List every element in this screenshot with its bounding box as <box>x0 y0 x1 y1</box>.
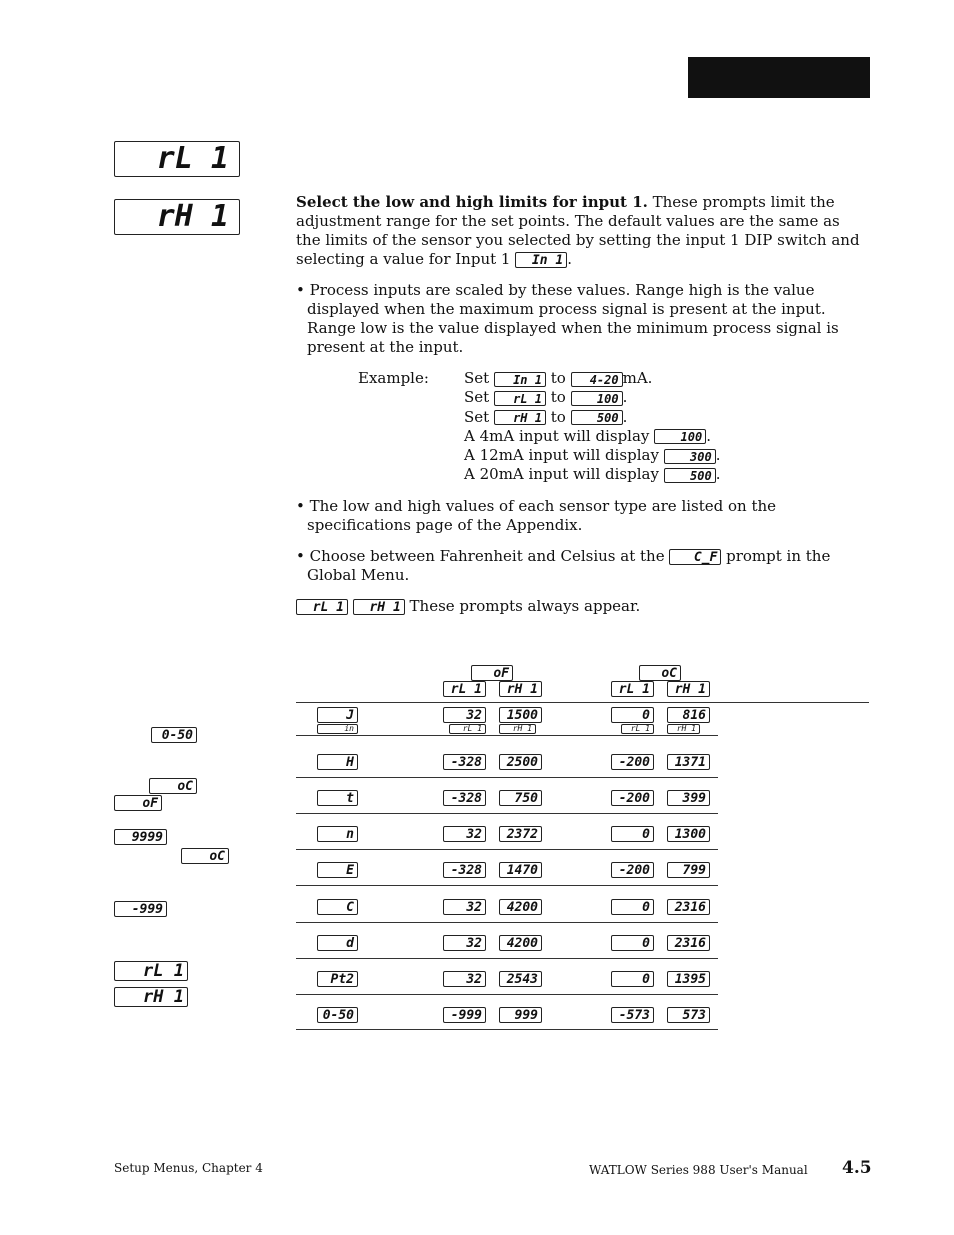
value-display: 500 <box>664 468 716 483</box>
sub-rh: rH 1 <box>667 724 700 734</box>
value-display: 100 <box>571 391 623 406</box>
table-cell-f-lo: 32 <box>443 707 486 723</box>
bullet3-text: • Choose between Fahrenheit and Celsius at the <box>296 547 670 565</box>
to-word: to <box>550 407 566 426</box>
col-rl1-c: rL 1 <box>611 681 654 697</box>
table-cell-f-hi: 999 <box>499 1007 542 1023</box>
table-cell-f-lo: -999 <box>443 1007 486 1023</box>
note-display: rL 1 <box>114 961 188 981</box>
table-cell-sensor: C <box>317 899 358 915</box>
example-label: Example: <box>358 369 429 387</box>
note-display: 9999 <box>114 829 167 845</box>
footer-left: Setup Menus, Chapter 4 <box>114 1161 263 1175</box>
table-cell-c-hi: 573 <box>667 1007 710 1023</box>
sub-rh: rH 1 <box>499 724 536 734</box>
note-display: oF <box>114 795 162 811</box>
table-cell-f-lo: 32 <box>443 826 486 842</box>
prompt-rl1-display: rL 1 <box>114 141 240 177</box>
sub-rl: rL 1 <box>621 724 654 734</box>
table-cell-f-hi: 750 <box>499 790 542 806</box>
table-cell-c-hi: 799 <box>667 862 710 878</box>
table-cell-sensor: d <box>317 935 358 951</box>
table-cell-c-hi: 2316 <box>667 899 710 915</box>
table-row-rule <box>296 922 718 923</box>
note-display: oC <box>149 778 197 794</box>
table-row-rule <box>296 735 718 736</box>
intro-body: These prompts limit the adjustment range for the set points. The default values are the same as the limits of the sensor you selected by setting the input 1 DIP switch and selecting a value for Input 1 <box>296 193 860 268</box>
col-rh1-c: rH 1 <box>667 681 710 697</box>
to-word: to <box>550 388 566 407</box>
table-cell-f-lo: -328 <box>443 790 486 806</box>
bullet3-text-end: prompt in the Global Menu. <box>307 547 831 584</box>
fahrenheit-header: oF <box>471 665 513 681</box>
note-display: 0-50 <box>151 727 197 743</box>
table-cell-f-hi: 1500 <box>499 707 542 723</box>
table-cell-sensor: n <box>317 826 358 842</box>
cf-display: C_F <box>669 549 721 565</box>
table-cell-f-hi: 1470 <box>499 862 542 878</box>
sub-in: in <box>317 724 358 734</box>
intro-paragraph <box>296 193 866 269</box>
intro-end: . <box>567 250 572 268</box>
table-cell-f-hi: 4200 <box>499 935 542 951</box>
intro-lead: Select the low and high limits for input 1. <box>296 193 648 211</box>
always-appear-line <box>296 597 866 616</box>
value-display: 500 <box>571 410 623 425</box>
period: . <box>622 407 628 426</box>
table-cell-f-lo: -328 <box>443 862 486 878</box>
table-cell-c-hi: 399 <box>667 790 710 806</box>
note-display: rH 1 <box>114 987 188 1007</box>
col-rl1-f: rL 1 <box>443 681 486 697</box>
prompt-rh1-display: rH 1 <box>114 199 240 235</box>
table-cell-c-lo: 0 <box>611 707 654 723</box>
table-cell-c-hi: 2316 <box>667 935 710 951</box>
bullet-fahrenheit-celsius <box>296 547 877 585</box>
table-header-rule <box>296 702 869 703</box>
table-cell-f-lo: 32 <box>443 971 486 987</box>
table-cell-c-hi: 816 <box>667 707 710 723</box>
table-cell-c-lo: 0 <box>611 899 654 915</box>
table-cell-f-hi: 4200 <box>499 899 542 915</box>
rh1-display: rH 1 <box>353 599 405 615</box>
table-cell-sensor: H <box>317 754 358 770</box>
page-number: 4.5 <box>842 1158 872 1178</box>
table-cell-f-lo: 32 <box>443 899 486 915</box>
table-cell-c-hi: 1371 <box>667 754 710 770</box>
table-cell-f-hi: 2500 <box>499 754 542 770</box>
period: . <box>622 388 628 407</box>
in1-display: In 1 <box>494 372 546 387</box>
table-row-rule <box>296 849 718 850</box>
table-row-rule <box>296 958 718 959</box>
table-cell-c-lo: -200 <box>611 754 654 770</box>
in1-display: In 1 <box>515 252 567 268</box>
value-display: 300 <box>664 449 716 464</box>
table-cell-f-lo: -328 <box>443 754 486 770</box>
rh1-display: rH 1 <box>494 410 546 425</box>
example-line: A 20mA input will display <box>464 465 659 484</box>
table-cell-c-lo: -200 <box>611 862 654 878</box>
table-row-rule <box>296 1029 718 1030</box>
bullet-process-inputs: • Process inputs are scaled by these values. Range high is the value displayed when the maximum process signal is present at the input. Range low is the value displayed when the minimum process signal is present at the input. <box>296 281 839 356</box>
example-line: A 12mA input will display <box>464 446 659 465</box>
table-row-rule <box>296 777 718 778</box>
table-row-rule <box>296 994 718 995</box>
bullet-sensor-limits: • The low and high values of each sensor type are listed on the specifications page of the Appendix. <box>296 497 777 534</box>
table-cell-sensor: J <box>317 707 358 723</box>
table-row-rule <box>296 885 718 886</box>
value-display: 4-20 <box>571 372 623 387</box>
note-display: oC <box>181 848 229 864</box>
set-word: Set <box>464 388 490 407</box>
table-cell-c-lo: 0 <box>611 935 654 951</box>
to-word: to <box>550 369 566 387</box>
table-cell-sensor: Pt2 <box>317 971 358 987</box>
example-line: A 4mA input will display <box>464 426 650 445</box>
footer-right: WATLOW Series 988 User's Manual <box>589 1163 808 1177</box>
table-cell-sensor: t <box>317 790 358 806</box>
period: . <box>706 426 711 445</box>
note-display: -999 <box>114 901 167 917</box>
set-word: Set <box>464 407 490 426</box>
table-cell-f-lo: 32 <box>443 935 486 951</box>
rl1-display: rL 1 <box>296 599 348 615</box>
table-cell-c-lo: -573 <box>611 1007 654 1023</box>
table-cell-c-lo: 0 <box>611 826 654 842</box>
chapter-tab <box>688 57 870 98</box>
value-display: 100 <box>654 429 706 444</box>
celsius-header: oC <box>639 665 681 681</box>
table-cell-f-hi: 2543 <box>499 971 542 987</box>
table-cell-c-lo: -200 <box>611 790 654 806</box>
table-cell-c-hi: 1300 <box>667 826 710 842</box>
table-cell-c-hi: 1395 <box>667 971 710 987</box>
table-cell-sensor: E <box>317 862 358 878</box>
unit-text: mA. <box>622 369 653 387</box>
period: . <box>715 465 721 484</box>
rl1-display: rL 1 <box>494 391 546 406</box>
always-text: These prompts always appear. <box>404 597 641 615</box>
sub-rl: rL 1 <box>449 724 486 734</box>
table-cell-c-lo: 0 <box>611 971 654 987</box>
table-row-rule <box>296 813 718 814</box>
set-word: Set <box>464 369 490 387</box>
table-cell-f-hi: 2372 <box>499 826 542 842</box>
table-cell-sensor: 0-50 <box>317 1007 358 1023</box>
col-rh1-f: rH 1 <box>499 681 542 697</box>
period: . <box>715 446 721 465</box>
